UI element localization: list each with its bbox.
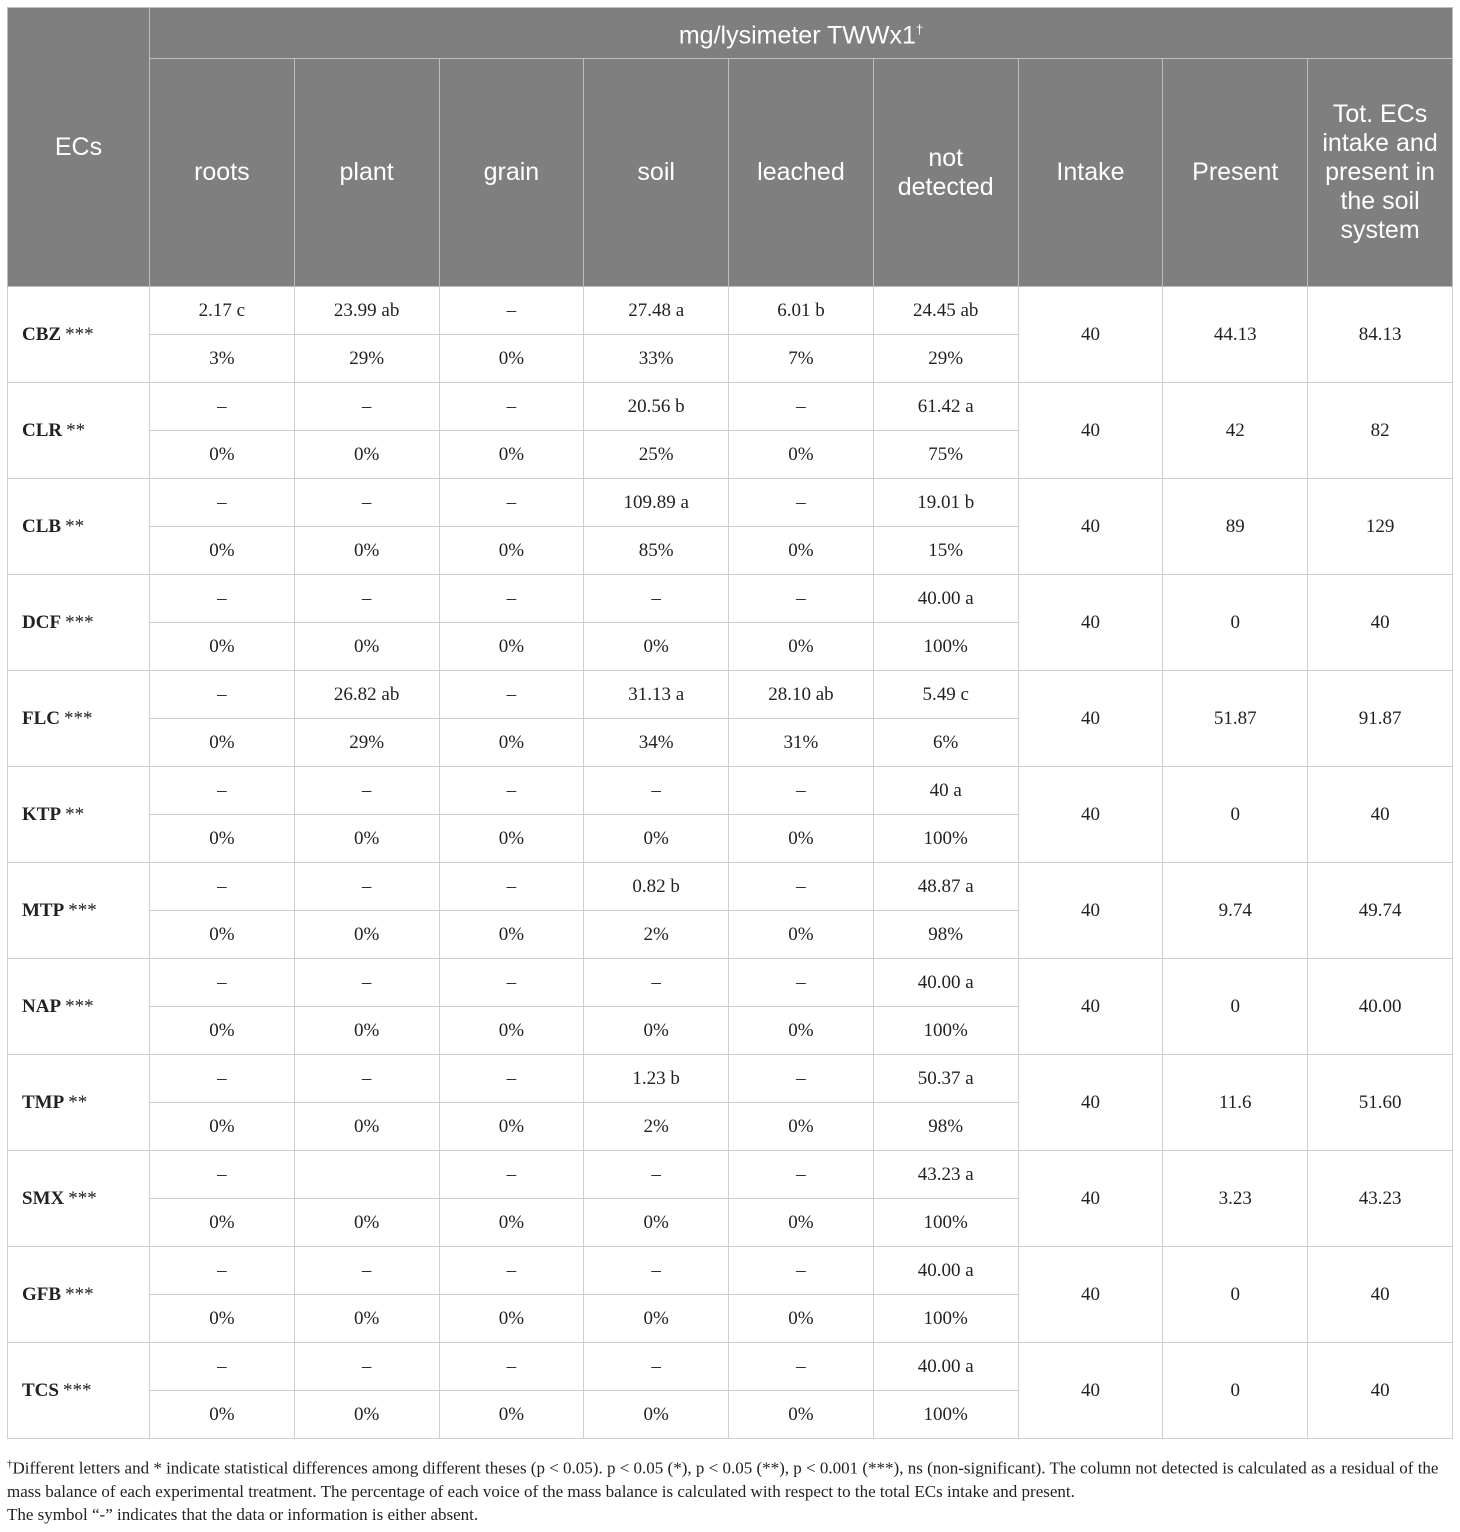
percent-cell: 0%	[150, 527, 295, 575]
percent-cell: 0%	[584, 1391, 729, 1439]
header-col-grain: grain	[439, 59, 584, 287]
percent-cell: 100%	[873, 623, 1018, 671]
present-cell: 89	[1163, 479, 1308, 575]
percent-cell: 0%	[439, 1391, 584, 1439]
intake-cell: 40	[1018, 671, 1163, 767]
value-cell: 6.01 b	[729, 287, 874, 335]
value-cell: –	[439, 1343, 584, 1391]
total-cell: 82	[1308, 383, 1453, 479]
value-cell: –	[584, 575, 729, 623]
value-cell: –	[150, 767, 295, 815]
percent-cell: 0%	[294, 1295, 439, 1343]
ec-name-cell	[8, 383, 150, 479]
value-cell: 40.00 a	[873, 1343, 1018, 1391]
percent-cell: 0%	[729, 623, 874, 671]
percent-cell: 85%	[584, 527, 729, 575]
ec-name: TMP	[22, 1091, 65, 1113]
present-cell: 0	[1163, 959, 1308, 1055]
value-cell: –	[150, 959, 295, 1007]
percent-cell: 0%	[584, 1295, 729, 1343]
value-cell: 26.82 ab	[294, 671, 439, 719]
ec-name: DCF	[22, 611, 62, 633]
total-cell: 43.23	[1308, 1151, 1453, 1247]
intake-cell: 40	[1018, 575, 1163, 671]
percent-cell: 75%	[873, 431, 1018, 479]
table-body	[8, 287, 1453, 1439]
ec-name-cell	[8, 1151, 150, 1247]
percent-cell: 29%	[873, 335, 1018, 383]
value-cell: 1.23 b	[584, 1055, 729, 1103]
percent-cell: 7%	[729, 335, 874, 383]
value-cell: –	[150, 479, 295, 527]
value-cell: –	[150, 863, 295, 911]
percent-cell: 100%	[873, 1391, 1018, 1439]
value-cell: –	[439, 1247, 584, 1295]
significance-marker: ***	[62, 1379, 92, 1401]
total-cell: 40	[1308, 1343, 1453, 1439]
ec-name-cell	[8, 1343, 150, 1439]
total-cell: 40	[1308, 767, 1453, 863]
ec-name-cell	[8, 287, 150, 383]
table-row-values	[8, 767, 1453, 815]
value-cell: 20.56 b	[584, 383, 729, 431]
ec-name: CBZ	[22, 323, 62, 345]
percent-cell: 0%	[294, 1199, 439, 1247]
percent-cell: 0%	[439, 719, 584, 767]
intake-cell: 40	[1018, 383, 1163, 479]
present-cell: 9.74	[1163, 863, 1308, 959]
percent-cell: 0%	[439, 431, 584, 479]
ec-name-cell	[8, 1055, 150, 1151]
value-cell: 43.23 a	[873, 1151, 1018, 1199]
percent-cell: 0%	[729, 815, 874, 863]
percent-cell: 0%	[150, 815, 295, 863]
significance-marker: ***	[65, 611, 94, 633]
value-cell: –	[439, 1055, 584, 1103]
percent-cell: 0%	[150, 1199, 295, 1247]
header-col-present: Present	[1163, 59, 1308, 287]
percent-cell: 0%	[729, 1391, 874, 1439]
percent-cell: 31%	[729, 719, 874, 767]
percent-cell: 0%	[294, 815, 439, 863]
header-group-label: mg/lysimeter TWWx1	[678, 21, 916, 50]
percent-cell: 0%	[729, 1103, 874, 1151]
value-cell: –	[439, 1151, 584, 1199]
value-cell: –	[729, 959, 874, 1007]
percent-cell: 0%	[729, 911, 874, 959]
ec-name: NAP	[22, 995, 62, 1017]
percent-cell: 0%	[150, 431, 295, 479]
percent-cell: 0%	[150, 1295, 295, 1343]
present-cell: 42	[1163, 383, 1308, 479]
value-cell: –	[729, 767, 874, 815]
header-col-not-detected: not detected	[873, 59, 1018, 287]
value-cell: –	[294, 383, 439, 431]
percent-cell: 3%	[150, 335, 295, 383]
value-cell: –	[439, 479, 584, 527]
value-cell: –	[729, 1151, 874, 1199]
percent-cell: 0%	[150, 1007, 295, 1055]
value-cell: –	[150, 671, 295, 719]
value-cell: 5.49 c	[873, 671, 1018, 719]
significance-marker: ***	[65, 323, 94, 345]
value-cell: 2.17 c	[150, 287, 295, 335]
percent-cell: 0%	[584, 815, 729, 863]
intake-cell: 40	[1018, 863, 1163, 959]
header-col-plant: plant	[294, 59, 439, 287]
table-row-values	[8, 863, 1453, 911]
percent-cell: 0%	[150, 1103, 295, 1151]
significance-marker: ***	[68, 1187, 97, 1209]
value-cell: 40.00 a	[873, 575, 1018, 623]
percent-cell: 0%	[729, 1199, 874, 1247]
table-row-values	[8, 1343, 1453, 1391]
ec-name-cell	[8, 575, 150, 671]
ec-name: CLR	[22, 419, 63, 441]
value-cell: –	[150, 1247, 295, 1295]
percent-cell: 0%	[294, 911, 439, 959]
value-cell: –	[150, 383, 295, 431]
significance-marker: **	[65, 515, 85, 537]
total-cell: 84.13	[1308, 287, 1453, 383]
header-col-intake: Intake	[1018, 59, 1163, 287]
percent-cell: 2%	[584, 911, 729, 959]
percent-cell: 0%	[150, 719, 295, 767]
percent-cell: 0%	[439, 623, 584, 671]
percent-cell: 0%	[439, 527, 584, 575]
value-cell: –	[729, 1055, 874, 1103]
ec-name: GFB	[22, 1283, 62, 1305]
value-cell: –	[150, 1343, 295, 1391]
value-cell: –	[584, 1343, 729, 1391]
value-cell: 0.82 b	[584, 863, 729, 911]
value-cell: –	[150, 1151, 295, 1199]
header-group	[150, 8, 1453, 59]
value-cell: –	[294, 575, 439, 623]
value-cell: –	[439, 671, 584, 719]
significance-marker: ***	[65, 995, 94, 1017]
value-cell: 61.42 a	[873, 383, 1018, 431]
table-row-values	[8, 383, 1453, 431]
significance-marker: **	[65, 803, 85, 825]
ec-name-cell	[8, 767, 150, 863]
percent-cell: 0%	[294, 1007, 439, 1055]
value-cell: –	[439, 575, 584, 623]
percent-cell: 25%	[584, 431, 729, 479]
present-cell: 0	[1163, 1343, 1308, 1439]
percent-cell: 0%	[439, 1199, 584, 1247]
value-cell: 19.01 b	[873, 479, 1018, 527]
value-cell: –	[729, 1343, 874, 1391]
percent-cell: 0%	[150, 623, 295, 671]
table-row-values	[8, 959, 1453, 1007]
total-cell: 40	[1308, 575, 1453, 671]
present-cell: 51.87	[1163, 671, 1308, 767]
percent-cell: 0%	[294, 1103, 439, 1151]
value-cell: 24.45 ab	[873, 287, 1018, 335]
value-cell: –	[584, 1247, 729, 1295]
percent-cell: 0%	[294, 431, 439, 479]
value-cell: –	[294, 479, 439, 527]
intake-cell: 40	[1018, 1151, 1163, 1247]
value-cell: –	[729, 863, 874, 911]
header-group-mark: †	[915, 22, 924, 38]
value-cell: –	[294, 1247, 439, 1295]
header-group-row	[8, 8, 1453, 59]
percent-cell: 34%	[584, 719, 729, 767]
footnote-line-2: The symbol “-” indicates that the data or information is either absent.	[7, 1504, 479, 1524]
percent-cell: 0%	[584, 1007, 729, 1055]
percent-cell: 0%	[439, 1103, 584, 1151]
percent-cell: 0%	[729, 1295, 874, 1343]
ec-name: TCS	[22, 1379, 59, 1401]
percent-cell: 98%	[873, 1103, 1018, 1151]
header-ecs: ECs	[8, 8, 150, 287]
value-cell: –	[439, 959, 584, 1007]
ec-name: KTP	[22, 803, 62, 825]
value-cell: –	[294, 767, 439, 815]
table-row-values	[8, 1055, 1453, 1103]
header-col-leached: leached	[729, 59, 874, 287]
percent-cell: 0%	[729, 431, 874, 479]
total-cell: 129	[1308, 479, 1453, 575]
ec-name-cell	[8, 959, 150, 1055]
total-cell: 40.00	[1308, 959, 1453, 1055]
percent-cell: 29%	[294, 719, 439, 767]
significance-marker: ***	[64, 707, 93, 729]
intake-cell: 40	[1018, 959, 1163, 1055]
significance-marker: ***	[68, 899, 97, 921]
value-cell: –	[584, 1151, 729, 1199]
value-cell: 40.00 a	[873, 1247, 1018, 1295]
value-cell: –	[584, 767, 729, 815]
value-cell: 27.48 a	[584, 287, 729, 335]
percent-cell: 0%	[294, 527, 439, 575]
ec-name-cell	[8, 671, 150, 767]
value-cell: –	[729, 575, 874, 623]
percent-cell: 0%	[584, 1199, 729, 1247]
intake-cell: 40	[1018, 1343, 1163, 1439]
value-cell: –	[294, 1343, 439, 1391]
total-cell: 91.87	[1308, 671, 1453, 767]
percent-cell: 0%	[294, 623, 439, 671]
value-cell: 40 a	[873, 767, 1018, 815]
mass-balance-table	[7, 7, 1453, 1439]
intake-cell: 40	[1018, 767, 1163, 863]
ec-name: FLC	[22, 707, 60, 729]
value-cell: –	[729, 479, 874, 527]
percent-cell: 100%	[873, 815, 1018, 863]
present-cell: 3.23	[1163, 1151, 1308, 1247]
total-cell: 49.74	[1308, 863, 1453, 959]
table-row-values	[8, 671, 1453, 719]
intake-cell: 40	[1018, 479, 1163, 575]
ec-name-cell	[8, 863, 150, 959]
ec-name: CLB	[22, 515, 62, 537]
present-cell: 0	[1163, 1247, 1308, 1343]
percent-cell: 33%	[584, 335, 729, 383]
percent-cell: 0%	[439, 1007, 584, 1055]
intake-cell: 40	[1018, 1055, 1163, 1151]
percent-cell: 0%	[294, 1391, 439, 1439]
percent-cell: 2%	[584, 1103, 729, 1151]
header-col-roots: roots	[150, 59, 295, 287]
value-cell: 48.87 a	[873, 863, 1018, 911]
percent-cell: 6%	[873, 719, 1018, 767]
percent-cell: 0%	[150, 911, 295, 959]
value-cell: –	[439, 383, 584, 431]
total-cell: 51.60	[1308, 1055, 1453, 1151]
percent-cell: 98%	[873, 911, 1018, 959]
present-cell: 0	[1163, 767, 1308, 863]
present-cell: 44.13	[1163, 287, 1308, 383]
significance-marker: **	[68, 1091, 88, 1113]
value-cell: 50.37 a	[873, 1055, 1018, 1103]
value-cell: –	[439, 767, 584, 815]
value-cell: –	[150, 1055, 295, 1103]
value-cell: 40.00 a	[873, 959, 1018, 1007]
ec-name: MTP	[22, 899, 65, 921]
total-cell: 40	[1308, 1247, 1453, 1343]
percent-cell: 0%	[439, 815, 584, 863]
footnote-text-1: Different letters and * indicate statistical differences among different theses (p < 0.05). p < 0.05 (*), p < 0.05 (**), p < 0.001 (***), ns (non-significant). The column not detected is calculated as a residual of the mass balance of each experimental treatment. The percentage of each voice of the mass balance is calculated with respect to the total ECs intake and present.	[7, 1458, 1439, 1501]
significance-marker: ***	[65, 1283, 94, 1305]
header-col-soil: soil	[584, 59, 729, 287]
intake-cell: 40	[1018, 287, 1163, 383]
present-cell: 11.6	[1163, 1055, 1308, 1151]
percent-cell: 0%	[729, 1007, 874, 1055]
value-cell: 23.99 ab	[294, 287, 439, 335]
percent-cell: 100%	[873, 1295, 1018, 1343]
ec-name: SMX	[22, 1187, 65, 1209]
value-cell: 31.13 a	[584, 671, 729, 719]
header-col-total: Tot. ECs intake and present in the soil system	[1308, 59, 1453, 287]
percent-cell: 0%	[439, 911, 584, 959]
table-row-values	[8, 479, 1453, 527]
percent-cell: 29%	[294, 335, 439, 383]
value-cell: –	[729, 383, 874, 431]
footnote-mark: †	[7, 1458, 13, 1470]
value-cell: –	[294, 959, 439, 1007]
value-cell: –	[729, 1247, 874, 1295]
value-cell: 28.10 ab	[729, 671, 874, 719]
percent-cell: 100%	[873, 1199, 1018, 1247]
value-cell: –	[439, 863, 584, 911]
percent-cell: 0%	[584, 623, 729, 671]
table-row-values	[8, 1151, 1453, 1199]
table-row-values	[8, 575, 1453, 623]
table-row-values	[8, 287, 1453, 335]
percent-cell: 15%	[873, 527, 1018, 575]
percent-cell: 0%	[729, 527, 874, 575]
value-cell: –	[584, 959, 729, 1007]
header-columns-row	[8, 59, 1453, 287]
value-cell: 109.89 a	[584, 479, 729, 527]
ec-name-cell	[8, 1247, 150, 1343]
value-cell: –	[150, 575, 295, 623]
ec-name-cell	[8, 479, 150, 575]
percent-cell: 0%	[439, 1295, 584, 1343]
value-cell: –	[439, 287, 584, 335]
footnote	[7, 1453, 1453, 1526]
percent-cell: 100%	[873, 1007, 1018, 1055]
significance-marker: **	[66, 419, 86, 441]
footnote-line-1	[7, 1453, 1453, 1503]
value-cell: –	[294, 863, 439, 911]
percent-cell: 0%	[439, 335, 584, 383]
intake-cell: 40	[1018, 1247, 1163, 1343]
table-row-values	[8, 1247, 1453, 1295]
value-cell: –	[294, 1055, 439, 1103]
percent-cell: 0%	[150, 1391, 295, 1439]
value-cell	[294, 1151, 439, 1199]
present-cell: 0	[1163, 575, 1308, 671]
